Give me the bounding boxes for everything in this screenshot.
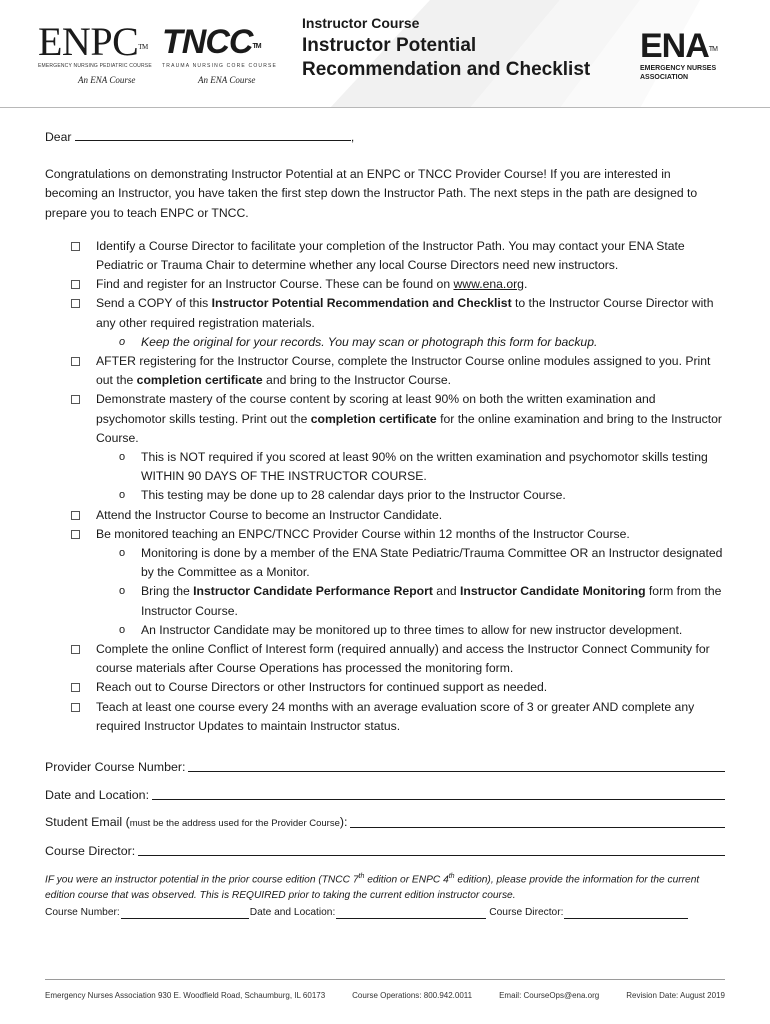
checklist-subitem-text: form from the Instructor Course.: [141, 584, 722, 618]
date-location-row: [45, 777, 725, 805]
checklist-item-text: Identify a Course Director to facilitate your completion of the Instructor Path. You may contact your ENA State Pediatric or Trauma Chair to determine whether any local Course Directors need new instructors.: [96, 238, 685, 273]
checklist-subitem-text: This is NOT required if you scored at least 90% on the written examination and psychomotor skills testing WITHIN 90 DAYS OF THE INSTRUCTOR COURSE.: [141, 450, 708, 484]
checklist-item-text: Send a COPY of this: [96, 296, 212, 311]
circle-bullet-icon: o: [119, 585, 126, 598]
student-email-field[interactable]: [350, 827, 725, 828]
footer-course-operations: Course Operations: 800.942.0011: [352, 991, 473, 1000]
salutation-label: Dear: [45, 130, 72, 144]
checkbox-icon[interactable]: [71, 645, 80, 654]
checklist-item: [45, 678, 725, 697]
student-email-note: must be the address used for the Provider Course: [129, 817, 340, 829]
checklist-item-bold: Instructor Candidate Performance Report: [193, 584, 433, 599]
student-email-label-text: Student Email (: [45, 814, 130, 829]
salutation-comma: ,: [350, 130, 355, 144]
checklist-subitem-text: Bring the: [141, 584, 194, 599]
prior-edition-note: [45, 869, 725, 904]
checkbox-icon[interactable]: [71, 683, 80, 692]
checklist-item-text: Be monitored teaching an ENPC/TNCC Provider Course within 12 months of the Instructor Course.: [96, 526, 630, 541]
checklist-subitem-text: This testing may be done up to 28 calendar days prior to the Instructor Course.: [141, 488, 566, 503]
page-footer: [45, 991, 725, 1000]
salutation-line: [45, 127, 725, 147]
enpc-logo-mark: ENPC: [38, 19, 139, 64]
recipient-name-blank[interactable]: [75, 127, 351, 141]
student-email-label: [45, 813, 350, 833]
checklist-item-text: to the Instructor Course Director with any other required registration materials.: [96, 296, 714, 330]
footer-revision-date: Revision Date: August 2019: [626, 991, 725, 1000]
checkbox-icon[interactable]: [71, 395, 80, 404]
checklist-item: [45, 237, 725, 275]
checklist-subitem: [96, 544, 725, 582]
checklist-subitem: [96, 621, 725, 640]
circle-bullet-icon: o: [119, 489, 126, 502]
circle-bullet-icon: o: [119, 451, 126, 464]
checklist-subitem: [96, 486, 725, 505]
checklist-item-bold: Instructor Candidate Monitoring: [460, 584, 646, 599]
checklist-item-text: Teach at least one course every 24 months with an average evaluation score of 3 or greater AND complete any required Instructor Updates to maintain Instructor status.: [96, 699, 695, 733]
checklist-subitem: [96, 333, 725, 352]
checklist-subitem-text: Keep the original for your records. You may scan or photograph this form for backup.: [141, 334, 598, 349]
footer-address: Emergency Nurses Association 930 E. Woodfield Road, Schaumburg, IL 60173: [45, 991, 326, 1000]
ena-logo-mark: ENA: [640, 27, 709, 65]
page-title-line-1: Instructor Potential: [302, 35, 477, 56]
student-email-label-end: ):: [339, 814, 348, 829]
checklist-item-text: and bring to the Instructor Course.: [262, 373, 451, 388]
date-location-label: Date and Location:: [45, 787, 150, 802]
checklist-subitem-text: An Instructor Candidate may be monitored up to three times to allow for new instructor development.: [141, 622, 683, 637]
course-director-row: [45, 833, 725, 861]
footer-divider: [45, 979, 725, 980]
checklist-item-bold: Instructor Potential Recommendation and Checklist: [211, 296, 512, 311]
page-title-line-2: Recommendation and Checklist: [302, 59, 591, 80]
tncc-logo: [162, 22, 280, 86]
prior-course-number-field[interactable]: [121, 918, 249, 919]
checklist-subitem-text: Monitoring is done by a member of the ENA State Pediatric/Trauma Committee OR an Instructor designated by the Committee as a Monitor.: [141, 546, 723, 580]
footer-email: Email: CourseOps@ena.org: [499, 991, 600, 1000]
prior-edition-note-text: edition), please provide the information for the current edition course that was observed. This is REQUIRED prior to taking the current edition instructor course.: [45, 874, 700, 902]
page-header: [0, 0, 770, 108]
prior-course-director-label: Course Director:: [489, 907, 564, 919]
ena-logo-line-1: EMERGENCY NURSES: [640, 65, 717, 72]
document-body: [45, 127, 725, 922]
circle-bullet-icon: o: [119, 547, 126, 560]
checklist-item-bold: completion certificate: [310, 411, 437, 426]
prior-date-location-label: Date and Location:: [249, 907, 336, 919]
prior-edition-note-text: IF you were an instructor potential in the prior course edition (TNCC 7: [45, 874, 359, 886]
student-email-row: [45, 805, 725, 833]
checklist-item-text: .: [523, 277, 528, 292]
checkbox-icon[interactable]: [71, 511, 80, 520]
tncc-logo-subtitle: TRAUMA NURSING CORE COURSE: [162, 63, 278, 69]
checklist-item: [45, 275, 725, 294]
checklist-item-text: Reach out to Course Directors or other Instructors for continued support as needed.: [96, 680, 548, 695]
ordinal-suffix: th: [358, 873, 365, 881]
prior-course-number-label: Course Number:: [45, 907, 120, 919]
course-director-field[interactable]: [138, 855, 725, 856]
ena-logo: [640, 28, 740, 92]
circle-bullet-icon: o: [119, 623, 126, 636]
checkbox-icon[interactable]: [71, 703, 80, 712]
checklist-subitems: [96, 333, 725, 352]
checklist-item-text: AFTER registering for the Instructor Course, complete the Instructor Course online modules assigned to you. Print out the: [96, 354, 711, 388]
ena-logo-line-2: ASSOCIATION: [640, 74, 689, 81]
enpc-logo-subtitle: EMERGENCY NURSING PEDIATRIC COURSE: [38, 63, 152, 69]
tncc-trademark: TM: [252, 43, 261, 50]
checklist-subitem: [96, 448, 725, 486]
ordinal-suffix: th: [448, 873, 455, 881]
prior-course-director-field[interactable]: [564, 918, 688, 919]
checklist-item: [45, 525, 725, 640]
checklist-item-text: Attend the Instructor Course to become an Instructor Candidate.: [96, 507, 443, 522]
checklist-item-text: for the online examination and bring to the Instructor Course.: [96, 411, 722, 445]
checklist-item: [45, 390, 725, 505]
provider-course-number-row: [45, 749, 725, 777]
ena-trademark: TM: [708, 46, 717, 53]
enpc-trademark: TM: [138, 43, 148, 51]
enpc-logo-tag: An ENA Course: [78, 75, 136, 85]
checklist-subitems: [96, 544, 725, 640]
checklist-item: [45, 352, 725, 390]
course-director-label: Course Director:: [45, 843, 136, 858]
checklist-item-text: Complete the online Conflict of Interest form (required annually) and access the Instructor Connect Community for course materials after Course Operations has processed the monitoring form.: [96, 642, 710, 676]
checklist-subitem-text: and: [432, 584, 461, 599]
checklist-subitem: [96, 582, 725, 620]
prior-date-location-field[interactable]: [336, 918, 486, 919]
checklist-item: [45, 698, 725, 736]
date-location-field[interactable]: [152, 799, 725, 800]
checklist-item-text: Find and register for an Instructor Course. These can be found on: [96, 277, 454, 292]
checkbox-icon[interactable]: [71, 357, 80, 366]
instructor-path-checklist: [45, 237, 725, 736]
checkbox-icon[interactable]: [71, 280, 80, 289]
checklist-item: [45, 640, 725, 678]
header-kicker: Instructor Course: [302, 15, 420, 31]
enpc-logo: [38, 19, 160, 86]
ena-website-link[interactable]: www.ena.org: [453, 277, 524, 292]
provider-course-number-field[interactable]: [188, 771, 725, 772]
checklist-subitems: [96, 448, 725, 506]
prior-edition-note-text: edition or ENPC 4: [364, 874, 449, 886]
header-titles: [302, 15, 622, 82]
intro-paragraph: Congratulations on demonstrating Instructor Potential at an ENPC or TNCC Provider Course! If you are interested in becoming an Instructor, you have taken the first step down the Instructor Path. The next steps in the path are designed to prepare you to teach ENPC or TNCC.: [45, 167, 698, 220]
checklist-item: [45, 506, 725, 525]
checkbox-icon[interactable]: [71, 299, 80, 308]
checklist-item-bold: completion certificate: [136, 373, 263, 388]
provider-course-number-label: Provider Course Number:: [45, 759, 186, 774]
tncc-logo-mark: TNCC: [162, 23, 253, 61]
tncc-logo-tag: An ENA Course: [198, 75, 256, 85]
circle-bullet-icon: o: [119, 335, 126, 348]
checklist-item-text: Demonstrate mastery of the course content by scoring at least 90% on both the written examination and psychomotor skills testing. Print out the: [96, 392, 656, 426]
prior-edition-fields: [45, 904, 725, 922]
checklist-item: [45, 294, 725, 352]
checkbox-icon[interactable]: [71, 530, 80, 539]
course-info-fields: [45, 749, 725, 861]
checkbox-icon[interactable]: [71, 242, 80, 251]
